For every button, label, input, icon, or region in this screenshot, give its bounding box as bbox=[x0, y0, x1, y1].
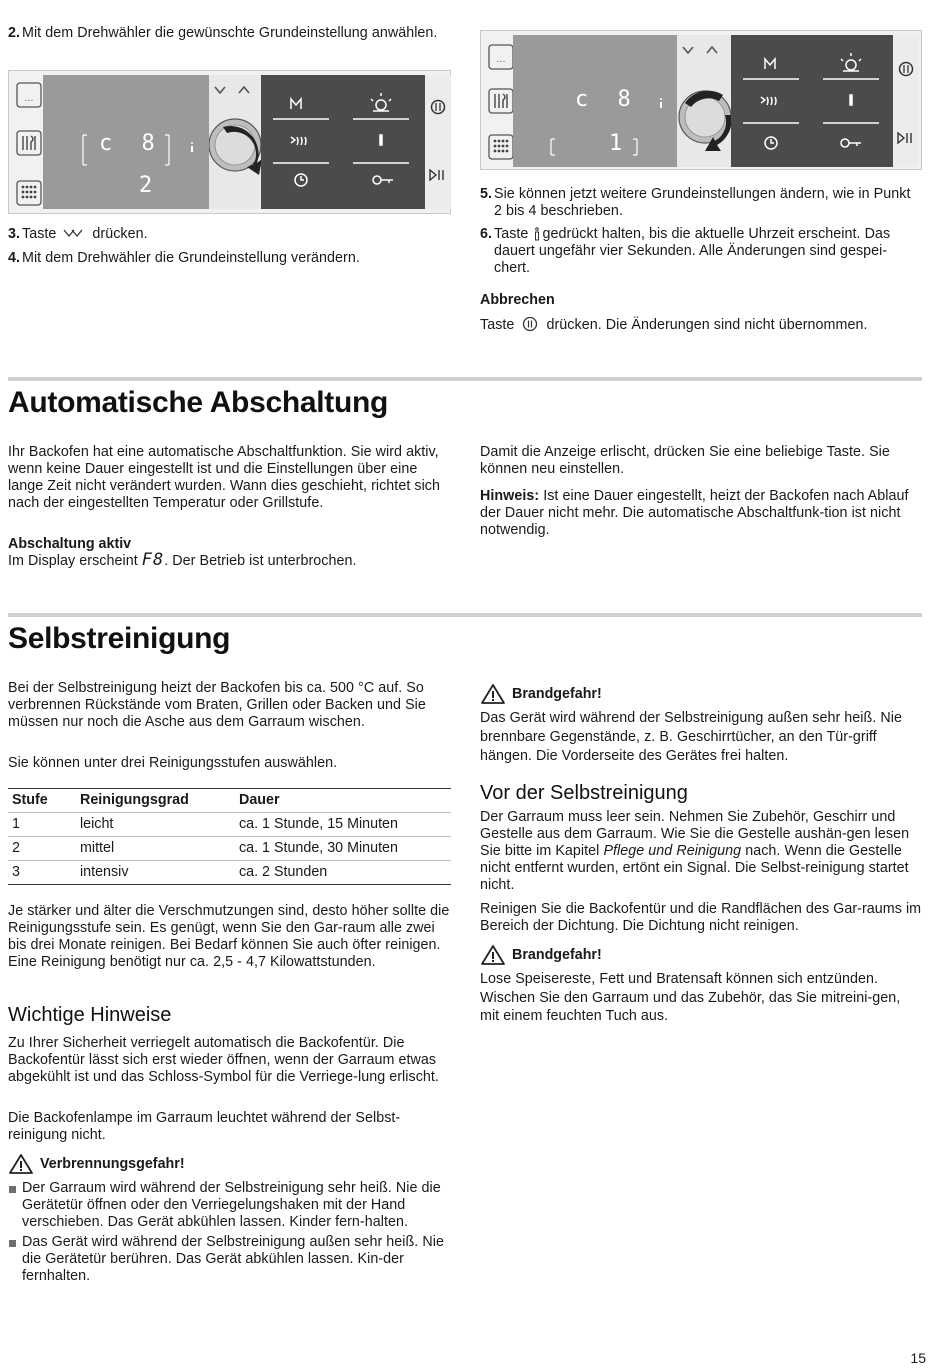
side-buttons bbox=[15, 81, 43, 209]
list-item: Der Garraum wird während der Selbstreinigung sehr heiß. Nie die Gerätetür öffnen oder den Verriegelungshaken mit der Hand verschieben. Das Gerät abkühlen lassen. Kinder fern-halten. bbox=[8, 1180, 450, 1231]
display-area bbox=[43, 75, 209, 209]
section-title-selbstreinigung: Selbstreinigung bbox=[8, 622, 231, 655]
function-button-icons bbox=[261, 75, 425, 209]
fire-text-1: Das Gerät wird während der Selbstreinigung außen sehr heiß. Nie brennbare Gegenstände, z. B. Geschirrtücher, an den Tür-griff hängen. Die Vorderseite des Gerätes frei halten. bbox=[480, 710, 902, 764]
function-buttons bbox=[261, 75, 425, 209]
table-cell: ca. 1 Stunde, 30 Minuten bbox=[235, 837, 451, 861]
fire-warning-2: Brandgefahr! bbox=[480, 944, 602, 966]
right-button-icons bbox=[425, 75, 451, 209]
right-button-icons-2 bbox=[893, 35, 919, 167]
display-top-value: c 8 bbox=[99, 131, 163, 156]
abschaltung-aktiv-title: Abschaltung aktiv bbox=[8, 536, 132, 552]
control-panel-illustration-1 bbox=[8, 70, 451, 214]
table-cell: ca. 1 Stunde, 15 Minuten bbox=[235, 813, 451, 837]
wichtige-hinweise-title: Wichtige Hinweise bbox=[8, 1004, 172, 1026]
step-2: 2. Mit dem Drehwähler die gewünschte Grundeinstellung anwählen. bbox=[8, 25, 438, 41]
warning-icon bbox=[480, 683, 506, 705]
table-cell: leicht bbox=[76, 813, 235, 837]
anzeige-paragraph: Damit die Anzeige erlischt, drücken Sie eine beliebige Taste. Sie können neu einstellen. bbox=[480, 444, 890, 477]
table-cell: mittel bbox=[76, 837, 235, 861]
section-divider-2 bbox=[8, 613, 922, 617]
knob-illustration bbox=[209, 75, 269, 209]
display-area-2 bbox=[513, 35, 677, 167]
warning-icon bbox=[480, 944, 506, 966]
chevron-down-icon bbox=[61, 226, 87, 242]
abbrechen-text: Taste drücken. Die Änderungen sind nicht übernommen. bbox=[480, 317, 868, 333]
display-bottom-value-2: 1 bbox=[609, 131, 623, 156]
hinweis-paragraph: Hinweis: Ist eine Dauer eingestellt, heizt der Backofen nach Ablauf der Dauer nicht mehr. Die automatische Abschaltfunk-tion ist nicht notwendig. bbox=[480, 488, 909, 538]
after-table-paragraph: Je stärker und älter die Verschmutzungen sind, desto höher sollte die Reinigungsstufe sein. Es genügt, wenn Sie den Gar-raum alle zwei bis drei Monate reinigen. Bei Bedarf können Sie auch öfter reinigen. Eine Reinigung benötigt nur ca. 2,5 - 4,7 Kilowattstunden. bbox=[8, 903, 450, 970]
table-cell: intensiv bbox=[76, 861, 235, 885]
function-buttons-2 bbox=[731, 35, 893, 167]
function-button-icons-2 bbox=[731, 35, 893, 167]
side-button-icons-2 bbox=[487, 39, 515, 167]
abschaltung-aktiv-text: Im Display erscheint F8. Der Betrieb ist unterbrochen. bbox=[8, 550, 357, 570]
vor-paragraph-2: Reinigen Sie die Backofentür und die Randflächen des Gar-raums im Bereich der Dichtung. Die Dichtung nicht reinigen. bbox=[480, 901, 922, 934]
right-buttons bbox=[425, 75, 451, 209]
table-cell: ca. 2 Stunden bbox=[235, 861, 451, 885]
page-number: 15 bbox=[910, 1350, 926, 1366]
info-icon bbox=[533, 227, 541, 241]
table-row bbox=[8, 837, 451, 861]
vor-paragraph-1: Der Garraum muss leer sein. Nehmen Sie Zubehör, Geschirr und Gestelle aus dem Garraum. Wie Sie die Gestelle aushän-gen lesen Sie bitte im Kapitel Pflege und Reinigung nach. Wenn die Gestelle nicht entfernt wurden, ertönt ein Signal. Die Selbst-reinigung startet nicht. bbox=[480, 809, 910, 893]
svg-text:…: … bbox=[496, 55, 506, 65]
fire-warning-1: Brandgefahr! bbox=[480, 683, 602, 705]
section-title-automatische-abschaltung: Automatische Abschaltung bbox=[8, 386, 389, 419]
knob-area bbox=[209, 75, 261, 209]
side-buttons-2 bbox=[487, 39, 515, 167]
burn-bullets bbox=[8, 1180, 450, 1288]
warning-icon bbox=[8, 1153, 34, 1175]
table-header-row bbox=[8, 789, 451, 813]
fire-text-2: Lose Speisereste, Fett und Bratensaft können sich entzünden. Wischen Sie den Garraum und das Zubehör, das Sie mitreini-gen, mit einem feuchten Tuch aus. bbox=[480, 971, 901, 1024]
abbrechen-title: Abbrechen bbox=[480, 292, 555, 308]
table-header: Reinigungsgrad bbox=[80, 792, 189, 808]
display-top-value-2: c 8 bbox=[575, 87, 639, 112]
knob-area-2 bbox=[677, 35, 731, 167]
table-cell: 3 bbox=[8, 861, 76, 885]
vor-der-selbstreinigung-title: Vor der Selbstreinigung bbox=[480, 782, 688, 804]
arrow-buttons bbox=[215, 87, 249, 93]
right-buttons-2 bbox=[893, 35, 919, 167]
display-code-f8: F8 bbox=[141, 550, 165, 570]
selbstreinigung-intro-1: Bei der Selbstreinigung heizt der Backofen bis ca. 500 °C auf. So verbrennen Rückstände vom Braten, Grillen oder Backen und Sie müssen nur noch die Asche aus dem Garraum wischen. bbox=[8, 680, 426, 730]
step-6: 6. Taste gedrückt halten, bis die aktuelle Uhrzeit erscheint. Das dauert ungefähr vier Sekunden. Alle Änderungen sind gespei-chert. bbox=[480, 226, 891, 276]
abschaltung-paragraph: Ihr Backofen hat eine automatische Abschaltfunktion. Sie wird aktiv, wenn keine Dauer eingestellt ist und die Einstellungen über eine lange Zeit nicht verändert wurden. Wann dies geschieht, richtet sich nach der eingestellten Temperatur oder Grillstufe. bbox=[8, 444, 440, 511]
selbstreinigung-intro-2: Sie können unter drei Reinigungsstufen auswählen. bbox=[8, 755, 338, 771]
table-header: Stufe bbox=[12, 792, 48, 808]
step-4: 4. Mit dem Drehwähler die Grundeinstellung verändern. bbox=[8, 250, 360, 266]
power-icon bbox=[521, 316, 539, 332]
table-row bbox=[8, 861, 451, 885]
hinweise-paragraph-1: Zu Ihrer Sicherheit verriegelt automatisch die Backofentür. Die Backofentür lässt sich erst wieder öffnen, wenn der Garraum etwas abgekühlt ist und das Schloss-Symbol für die Verriege-lung erlischt. bbox=[8, 1035, 439, 1085]
section-divider-1 bbox=[8, 377, 922, 381]
reinigungsstufen-table bbox=[8, 788, 451, 885]
hinweise-paragraph-2: Die Backofenlampe im Garraum leuchtet während der Selbst-reinigung nicht. bbox=[8, 1110, 401, 1143]
cleaning-levels-table bbox=[8, 788, 451, 885]
table-cell: 2 bbox=[8, 837, 76, 861]
burn-warning: Verbrennungsgefahr! bbox=[8, 1153, 185, 1175]
table-header: Dauer bbox=[239, 792, 280, 808]
control-panel-illustration-2 bbox=[480, 30, 922, 170]
step-5: 5. Sie können jetzt weitere Grundeinstellungen ändern, wie in Punkt 2 bis 4 beschrieben. bbox=[480, 186, 911, 219]
svg-text:…: … bbox=[24, 94, 34, 104]
table-cell: 1 bbox=[8, 813, 76, 837]
side-button-icons bbox=[15, 81, 43, 209]
list-item: Das Gerät wird während der Selbstreinigung außen sehr heiß. Nie die Gerätetür berühren. Das Gerät abkühlen lassen. Kin-der fernhalten. bbox=[8, 1234, 450, 1285]
step-3: 3. Taste drücken. bbox=[8, 226, 148, 242]
knob-illustration-2 bbox=[677, 35, 737, 167]
display-bottom-value: 2 bbox=[139, 173, 153, 198]
table-row bbox=[8, 813, 451, 837]
